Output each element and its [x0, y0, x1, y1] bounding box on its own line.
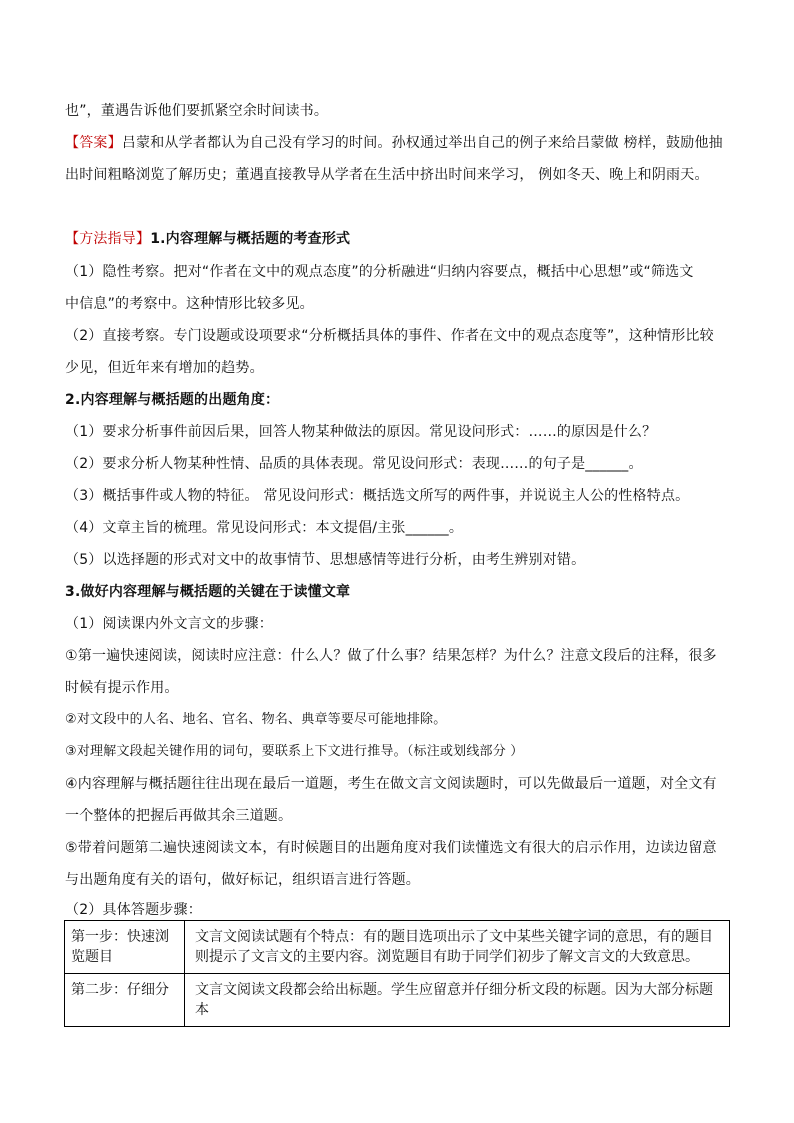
- text-line: ⑤带着问题第二遍快速阅读文本，有时候题目的出题角度对我们读懂选文有很大的启示作用，边读边留意: [65, 840, 717, 856]
- text-line: （1）阅读课内外文言文的步骤：: [65, 616, 273, 632]
- text-line: （2）要求分析人物某种性情、品质的具体表现。常见设问形式：表现……的句子是______。: [65, 456, 643, 472]
- text-line: ②对文段中的人名、地名、官名、物名、典章等要尽可能地排除。: [65, 712, 447, 727]
- text-line: （3）概括事件或人物的特征。 常见设问形式：概括选文所写的两件事，并说说主人公的性格特点。: [65, 488, 690, 504]
- answer-line: [65, 133, 723, 153]
- answer-tag: 【答案】: [65, 135, 122, 151]
- table-row: [65, 921, 730, 974]
- text-line: ③对理解文段起关键作用的词句，要联系上下文进行推导。（标注或划线部分 ）: [65, 744, 524, 759]
- section-heading: [65, 229, 350, 249]
- steps-table: [64, 920, 730, 1027]
- text-line: （1）隐性考察。把对“作者在文中的观点态度”的分析融进“归纳内容要点，概括中心思想”或“筛选文: [65, 264, 694, 280]
- text-line: （4）文章主旨的梳理。常见设问形式：本文提倡/主张______。: [65, 520, 464, 536]
- heading-text: 1.内容理解与概括题的考查形式: [150, 231, 351, 247]
- desc-cell: 文言文阅读试题有个特点：有的题目选项出示了文中某些关键字词的意思，有的题目则提示了文言文的主要内容。浏览题目有助于同学们初步了解文言文的大致意思。: [185, 921, 730, 974]
- step-cell: 第二步：仔细分: [65, 974, 185, 1027]
- desc-cell: 文言文阅读文段都会给出标题。学生应留意并仔细分析文段的标题。因为大部分标题本: [185, 974, 730, 1027]
- table-row: [65, 974, 730, 1027]
- answer-text: 吕蒙和从学者都认为自己没有学习的时间。孙权通过举出自己的例子来给吕蒙做 榜样，鼓励他抽: [121, 135, 723, 151]
- section-heading: 3.做好内容理解与概括题的关键在于读懂文章: [65, 584, 351, 600]
- text-line: （2）具体答题步骤：: [65, 902, 202, 918]
- text-line: 出时间粗略浏览了解历史；董遇直接教导从学者在生活中挤出时间来学习， 例如冬天、晚上和阴雨天。: [65, 167, 709, 183]
- section-heading: 2.内容理解与概括题的出题角度：: [65, 392, 280, 408]
- text-line: 少见，但近年来有增加的趋势。: [65, 360, 264, 376]
- text-line: 中信息”的考察中。这种情形比较多见。: [65, 296, 314, 312]
- method-tag: 【方法指导】: [65, 231, 151, 247]
- text-line: （5）以选择题的形式对文中的故事情节、思想感情等进行分析，由考生辨别对错。: [65, 552, 586, 568]
- text-line: ①第一遍快速阅读，阅读时应注意：什么人？做了什么事？结果怎样？为什么？注意文段后的注释，很多: [65, 648, 717, 664]
- step-cell: 第一步：快速浏览题目: [65, 921, 185, 974]
- text-line: 也”，董遇告诉他们要抓紧空余时间读书。: [65, 103, 329, 119]
- text-line: 一个整体的把握后再做其余三道题。: [65, 808, 293, 824]
- text-line: （2）直接考察。专门设题或设项要求“分析概括具体的事件、作者在文中的观点态度等”，这种情形比较: [65, 328, 714, 344]
- text-line: 时候有提示作用。: [65, 680, 179, 696]
- text-line: （1）要求分析事件前因后果，回答人物某种做法的原因。常见设问形式：……的原因是什么？: [65, 424, 657, 440]
- text-line: ④内容理解与概括题往往出现在最后一道题，考生在做文言文阅读题时，可以先做最后一道题，对全文有: [65, 776, 717, 792]
- text-line: 与出题角度有关的语句，做好标记，组织语言进行答题。: [65, 872, 420, 888]
